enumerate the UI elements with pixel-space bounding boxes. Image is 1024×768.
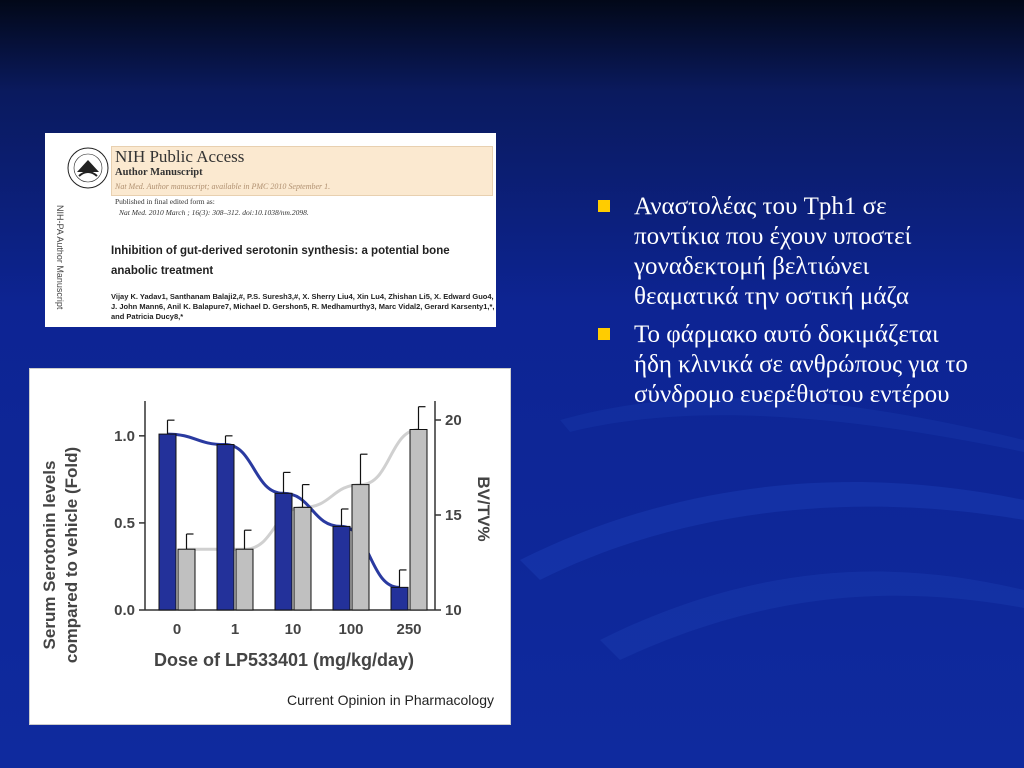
nih-seal-logo (65, 138, 111, 198)
y-tick-label: 0.5 (114, 514, 135, 532)
x-axis-label: Dose of LP533401 (mg/kg/day) (153, 650, 415, 670)
chart-svg (30, 369, 510, 724)
bullet-square-icon (598, 328, 610, 340)
bullet-item (598, 192, 978, 312)
y-tick-label: 0.0 (114, 602, 135, 619)
bv-tv-bar (178, 549, 195, 610)
author-list: Vijay K. Yadav1, Santhanam Balaji2,#, P.S. Suresh3,#, X. Sherry Liu4, Xin Lu4, Zhishan Li5, X. Edward Guo4, J. John Mann6, Anil K. Balapure7, Michael D. Gershon5, R. Medhamurthy3, Marc Vidal2, Gerard Karsenty1,*, and Patricia Ducy8,* (111, 292, 495, 321)
side-label-text: NIH-PA Author Manuscript (55, 205, 65, 310)
serotonin-bar (333, 526, 350, 610)
y2-axis-label: BV/TV% (474, 476, 493, 542)
article-title: Inhibition of gut-derived serotonin synthesis: a potential bone anabolic treatment (111, 245, 450, 277)
serotonin-bar (275, 493, 292, 610)
bv-tv-bar (410, 430, 427, 611)
side-label (47, 205, 65, 327)
chart-source: Current Opinion in Pharmacology (287, 692, 494, 708)
y-axis-label (40, 447, 81, 663)
x-tick-label: 10 (284, 621, 302, 638)
serotonin-bar (217, 445, 234, 610)
x-tick-label: 250 (396, 621, 422, 638)
x-tick-label: 100 (338, 621, 364, 638)
paper-snippet (45, 133, 496, 327)
x-tick-label: 1 (230, 621, 240, 638)
y2-tick-label: 10 (445, 602, 462, 619)
bullet-text: Το φάρμακο αυτό δοκιμάζεται ήδη κλινικά σε ανθρώπους για το σύνδρομο ευερέθιστου εντέρου (634, 321, 968, 408)
bullet-text: Αναστολέας του Tph1 σε ποντίκια που έχουν υποστεί γοναδεκτομή βελτιώνει θεαματικά την οστική μάζα (634, 193, 912, 310)
serotonin-chart (29, 368, 511, 725)
y-tick-label: 1.0 (114, 427, 135, 445)
citation-line: Nat Med. 2010 March ; 16(3): 308–312. doi:10.1038/nm.2098. (119, 208, 309, 217)
nih-subtitle: Author Manuscript (115, 167, 203, 178)
bullet-item (598, 320, 978, 410)
bv-tv-bar (294, 507, 311, 610)
nih-title: NIH Public Access (115, 147, 245, 166)
bullet-list (598, 192, 978, 418)
availability-note: Nat Med. Author manuscript; available in PMC 2010 September 1. (115, 182, 331, 191)
serotonin-bar (391, 587, 408, 610)
bv-tv-bar (236, 549, 253, 610)
bullet-square-icon (598, 200, 610, 212)
published-line: Published in final edited form as: (115, 197, 215, 206)
x-tick-label: 0 (172, 621, 182, 638)
y2-tick-label: 20 (445, 412, 462, 429)
y-axis-label-line: Serum Serotonin levels (40, 460, 59, 650)
y2-tick-label: 15 (445, 507, 462, 524)
serotonin-bar (159, 434, 176, 610)
y-axis-label-line: compared to vehicle (Fold) (62, 446, 81, 664)
bv-tv-bar (352, 485, 369, 610)
